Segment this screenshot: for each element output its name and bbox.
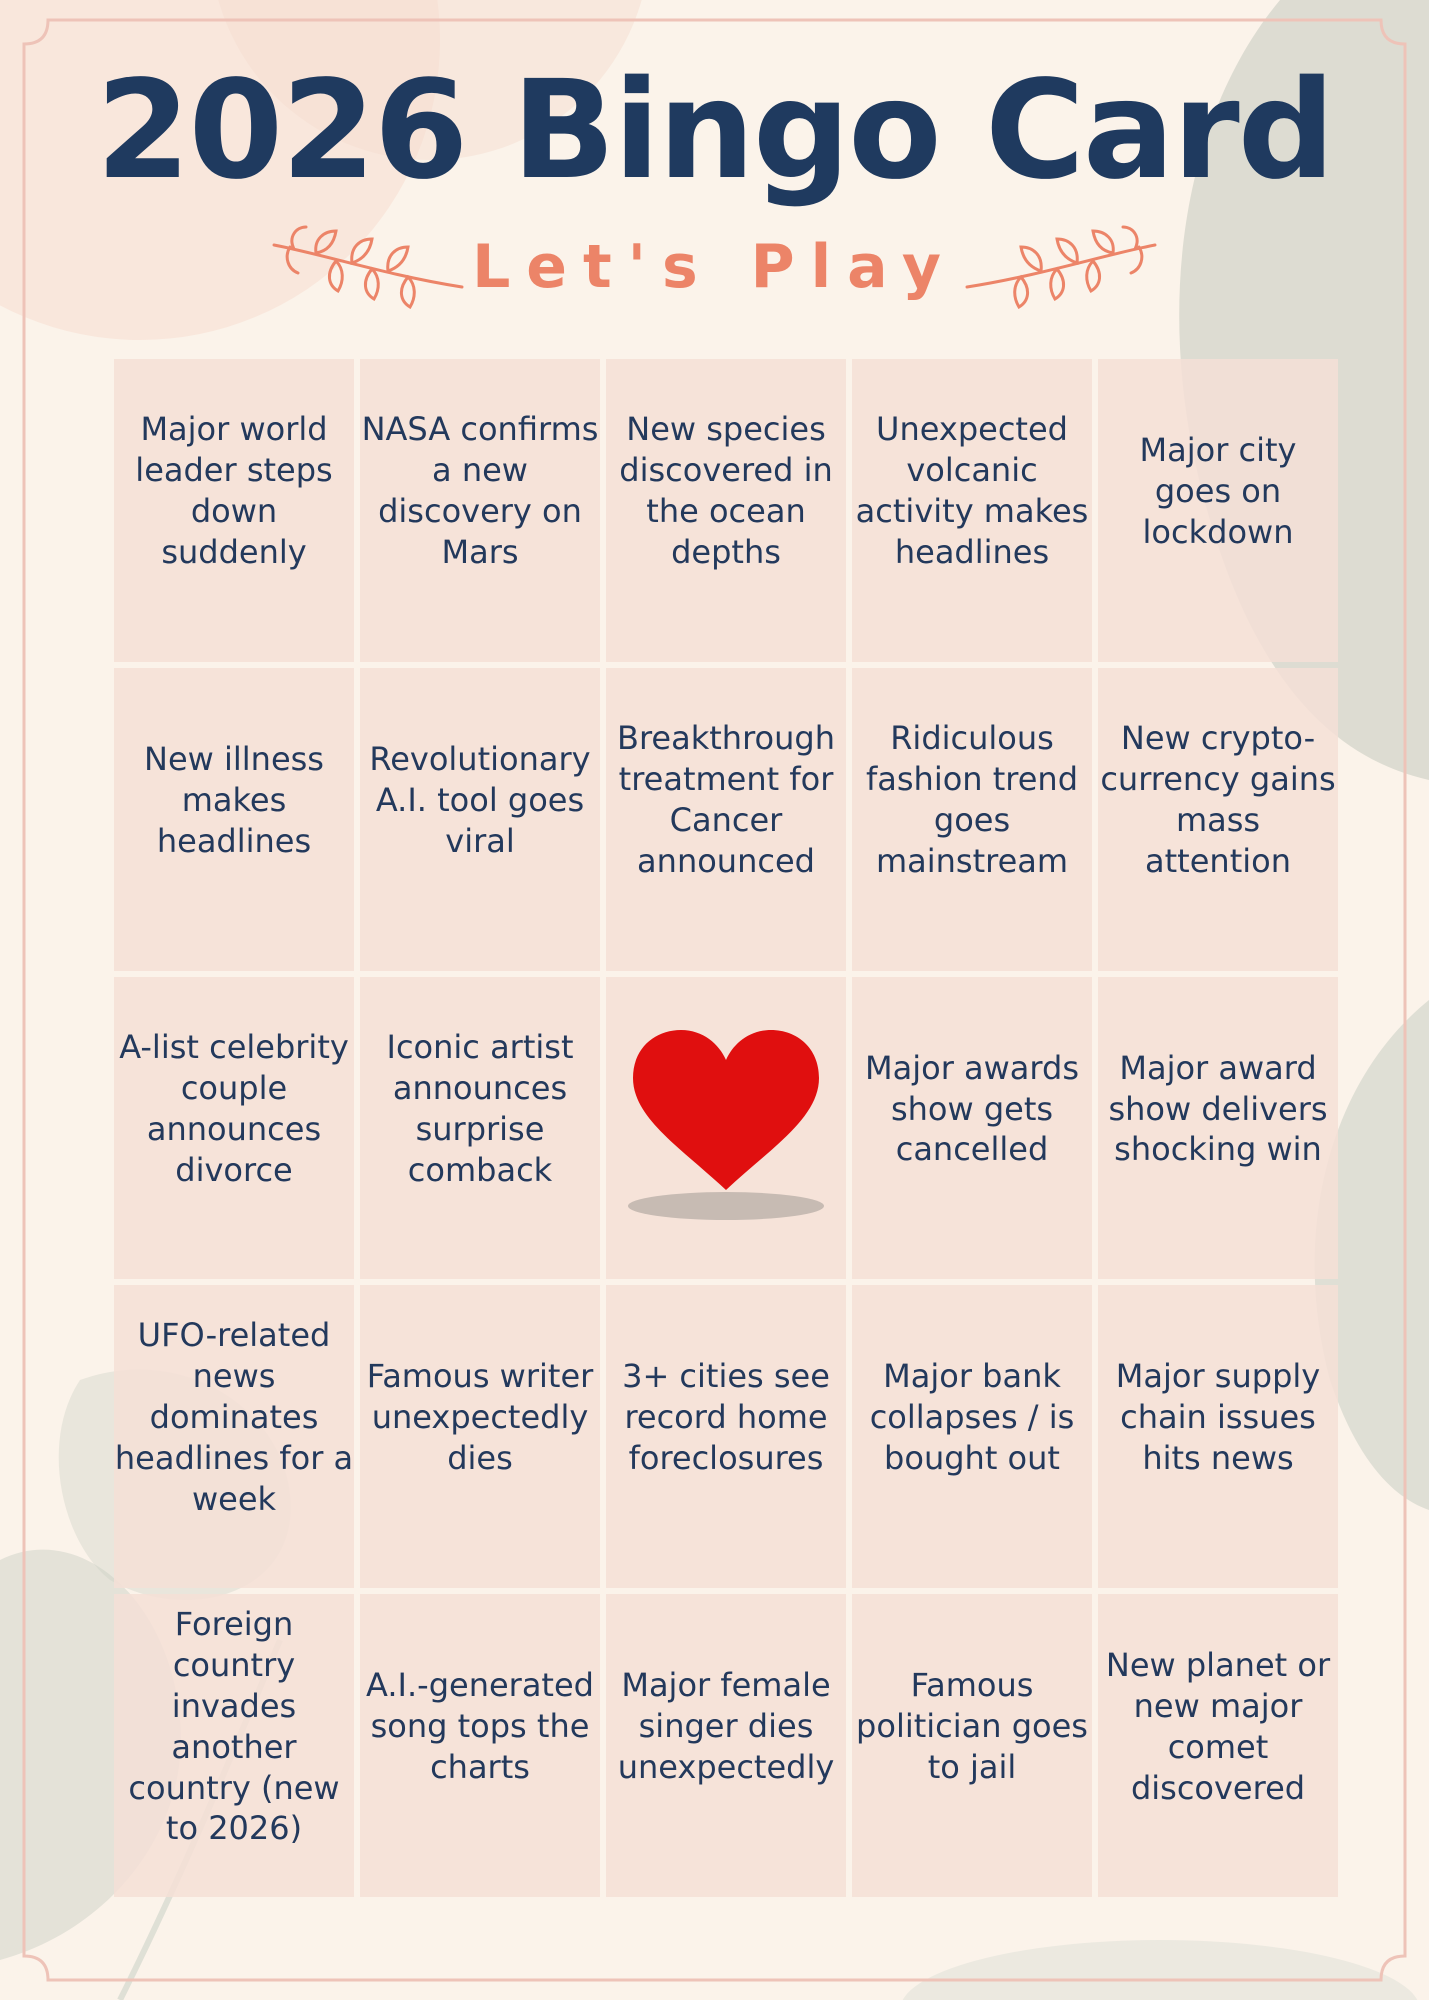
bingo-cell-21[interactable]	[114, 1594, 354, 1897]
subtitle-banner	[0, 222, 1429, 312]
bingo-cell-2[interactable]	[360, 359, 600, 662]
bingo-grid	[114, 359, 1336, 1897]
free-space[interactable]	[606, 977, 846, 1280]
bingo-cell-17[interactable]	[360, 1285, 600, 1588]
bingo-cell-text: Major awards show gets cancelled	[865, 1048, 1079, 1169]
bingo-cell-text: A.I.-generated song tops the charts	[366, 1666, 594, 1787]
bingo-cell-text: New illness makes headlines	[144, 739, 324, 860]
bingo-cell-12[interactable]	[360, 977, 600, 1280]
bingo-cell-23[interactable]	[606, 1594, 846, 1897]
bingo-cell-text: Major world leader steps down suddenly	[135, 410, 333, 572]
bingo-cell-text: New species discovered in the ocean depths	[619, 410, 833, 572]
page-title: 2026 Bingo Card	[95, 52, 1334, 210]
bingo-cell-text: New crypto-currency gains mass attention	[1100, 719, 1336, 881]
heart-icon	[621, 1020, 831, 1230]
bingo-cell-24[interactable]	[852, 1594, 1092, 1897]
bingo-cell-text: A-list celebrity couple announces divorce	[119, 1028, 349, 1189]
left-laurel-sprig-icon	[266, 225, 466, 309]
bingo-cell-text: Major award show delivers shocking win	[1108, 1048, 1328, 1169]
bingo-cell-16[interactable]	[114, 1285, 354, 1588]
bingo-cell-text: NASA confirms a new discovery on Mars	[361, 410, 599, 572]
bingo-cell-text: 3+ cities see record home foreclosures	[622, 1357, 830, 1478]
bingo-cell-text: Famous politician goes to jail	[856, 1666, 1088, 1787]
bingo-cell-6[interactable]	[114, 668, 354, 971]
bingo-cell-5[interactable]	[1098, 359, 1338, 662]
bingo-cell-3[interactable]	[606, 359, 846, 662]
bingo-cell-text: UFO-related news dominates headlines for a week	[114, 1316, 354, 1519]
bingo-cell-text: Revolutionary A.I. tool goes viral	[369, 739, 591, 860]
bingo-cell-15[interactable]	[1098, 977, 1338, 1280]
bingo-cell-text: Major bank collapses / is bought out	[869, 1357, 1075, 1478]
bingo-cell-text: Famous writer unexpectedly dies	[366, 1357, 594, 1478]
bingo-cell-text: New planet or new major comet discovered	[1105, 1645, 1331, 1807]
bingo-cell-1[interactable]	[114, 359, 354, 662]
bingo-cell-text: Major city goes on lockdown	[1139, 430, 1297, 551]
subtitle: Let's Play	[472, 232, 957, 302]
bingo-cell-10[interactable]	[1098, 668, 1338, 971]
bingo-cell-text: Major supply chain issues hits news	[1115, 1357, 1321, 1478]
bingo-cell-8[interactable]	[606, 668, 846, 971]
bingo-cell-14[interactable]	[852, 977, 1092, 1280]
bingo-cell-25[interactable]	[1098, 1594, 1338, 1897]
bingo-cell-22[interactable]	[360, 1594, 600, 1897]
bingo-cell-18[interactable]	[606, 1285, 846, 1588]
bingo-cell-text: Iconic artist announces surprise comback	[386, 1028, 574, 1189]
bingo-cell-11[interactable]	[114, 977, 354, 1280]
bingo-cell-4[interactable]	[852, 359, 1092, 662]
bingo-cell-text: Unexpected volcanic activity makes headlines	[855, 410, 1089, 572]
bingo-cell-19[interactable]	[852, 1285, 1092, 1588]
bingo-cell-text: Breakthrough treatment for Cancer announced	[617, 719, 835, 881]
bingo-cell-20[interactable]	[1098, 1285, 1338, 1588]
bingo-cell-9[interactable]	[852, 668, 1092, 971]
bingo-cell-text: Foreign country invades another country (new to 2026)	[128, 1604, 340, 1848]
bingo-cell-7[interactable]	[360, 668, 600, 971]
bingo-cell-text: Major female singer dies unexpectedly	[617, 1666, 835, 1787]
right-laurel-sprig-icon	[963, 225, 1163, 309]
bingo-cell-text: Ridiculous fashion trend goes mainstream	[865, 719, 1079, 881]
